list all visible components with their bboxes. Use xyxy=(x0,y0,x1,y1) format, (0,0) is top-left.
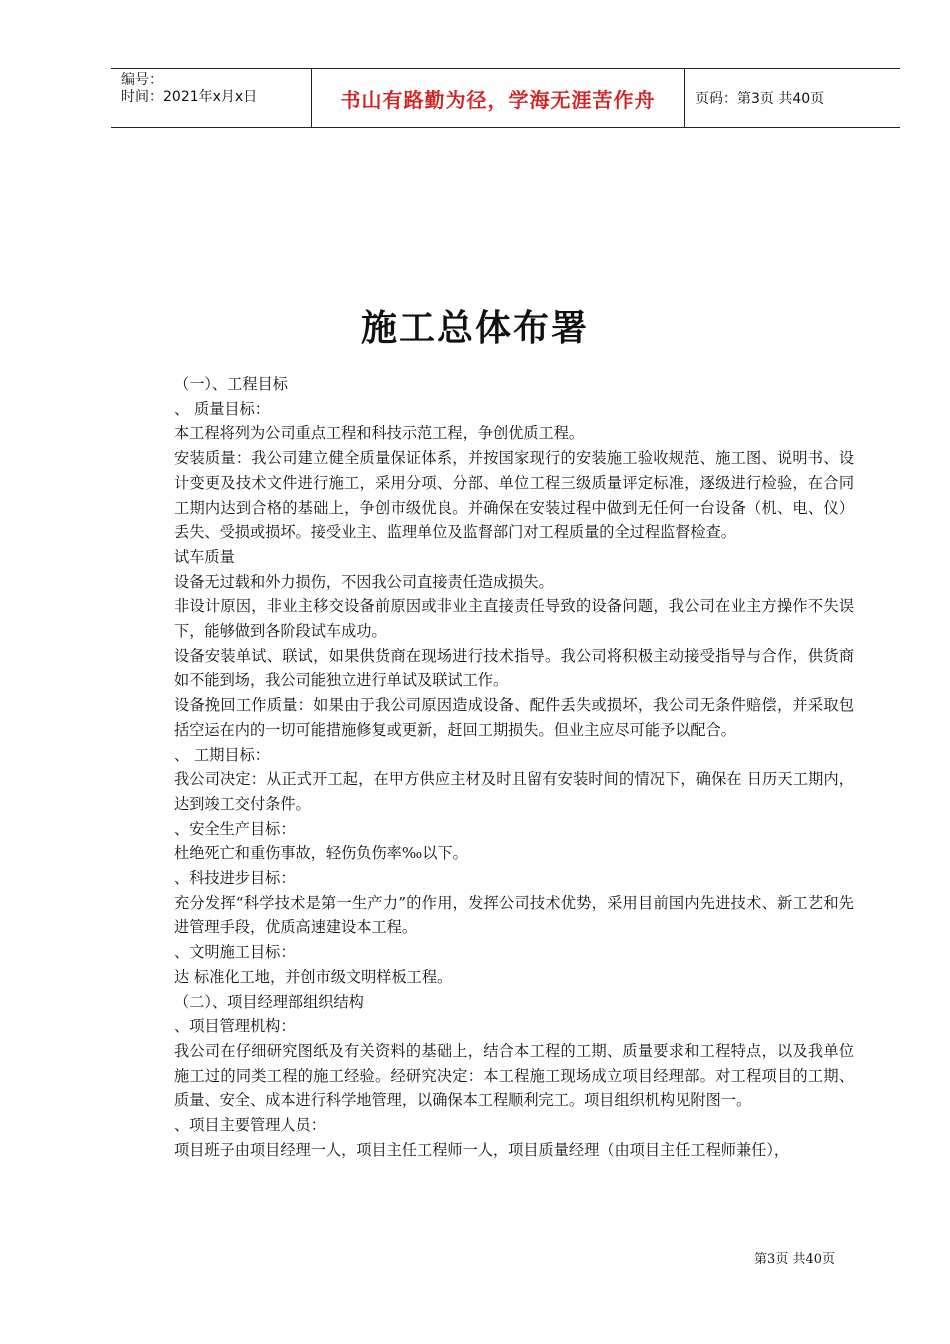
paragraph: 、 质量目标： xyxy=(174,399,270,418)
header-table xyxy=(111,68,900,128)
paragraph: 非设计原因，非业主移交设备前原因或非业主直接责任导致的设备问题，我公司在业主方操作不失误下，能够做到各阶段试车成功。 xyxy=(174,597,854,641)
paragraph: 达 标准化工地，并创市级文明样板工程。 xyxy=(174,967,453,986)
header-motto: 书山有路勤为径，学海无涯苦作舟 xyxy=(340,87,656,112)
header-meta-cell xyxy=(111,69,312,127)
paragraph: 杜绝死亡和重伤事故，轻伤负伤率‰以下。 xyxy=(174,844,468,863)
document-body xyxy=(174,372,854,1163)
document-date-label: 时间：2021年x月x日 xyxy=(121,89,258,105)
header-motto-cell xyxy=(311,69,685,127)
paragraph: 我公司决定：从正式开工起，在甲方供应主材及时且留有安装时间的情况下，确保在 日历天工期内，达到竣工交付条件。 xyxy=(174,770,854,813)
header-page-info: 页码：第3页 共40页 xyxy=(695,91,825,107)
paragraph: 、科技进步目标： xyxy=(174,869,296,888)
header-page-cell xyxy=(685,69,900,127)
paragraph: 充分发挥“科学技术是第一生产力”的作用，发挥公司技术优势，采用目前国内先进技术、新工艺和先进管理手段，优质高速建设本工程。 xyxy=(174,893,854,937)
paragraph: 本工程将列为公司重点工程和科技示范工程，争创优质工程。 xyxy=(174,424,585,443)
paragraph: 项目班子由项目经理一人，项目主任工程师一人，项目质量经理（由项目主任工程师兼任）， xyxy=(174,1140,790,1159)
paragraph: 设备安装单试、联试，如果供货商在现场进行技术指导。我公司将积极主动接受指导与合作，供货商如不能到场，我公司能独立进行单试及联试工作。 xyxy=(174,646,854,690)
paragraph: 、项目主要管理人员： xyxy=(174,1116,326,1135)
document-title: 施工总体布署 xyxy=(360,307,589,349)
paragraph: 、 工期目标： xyxy=(174,745,270,764)
paragraph: 我公司在仔细研究图纸及有关资料的基础上，结合本工程的工期、质量要求和工程特点，以及我单位施工过的同类工程的施工经验。经研究决定：本工程施工现场成立项目经理部。对工程项目的工期、质量、安全、成本进行科学地管理，以确保本工程顺利完工。项目组织机构见附图一。 xyxy=(174,1041,854,1110)
paragraph: 、安全生产目标： xyxy=(174,819,296,838)
footer-page-info: 第3页 共40页 xyxy=(754,1252,835,1267)
paragraph: 、项目管理机构： xyxy=(174,1017,296,1036)
paragraph: 试车质量 xyxy=(174,547,235,566)
paragraph: （二）、项目经理部组织结构 xyxy=(174,992,364,1011)
paragraph: 、文明施工目标： xyxy=(174,943,296,962)
paragraph: 设备挽回工作质量：如果由于我公司原因造成设备、配件丢失或损坏，我公司无条件赔偿，并采取包括空运在内的一切可能措施修复或更新，赶回工期损失。但业主应尽可能予以配合。 xyxy=(174,696,854,739)
paragraph: 设备无过载和外力损伤，不因我公司直接责任造成损失。 xyxy=(174,572,554,591)
document-number-label: 编号： xyxy=(121,72,163,88)
paragraph: 安装质量：我公司建立健全质量保证体系，并按国家现行的安装施工验收规范、施工图、说明书、设计变更及技术文件进行施工，采用分项、分部、单位工程三级质量评定标准，逐级进行检验，在合同工期内达到合格的基础上，争创市级优良。并确保在安装过程中做到无任何一台设备（机、电、仪）丢失、受损或损坏。接受业主、监理单位及监督部门对工程质量的全过程监督检查。 xyxy=(174,449,854,542)
paragraph: （一）、工程目标 xyxy=(174,375,288,393)
